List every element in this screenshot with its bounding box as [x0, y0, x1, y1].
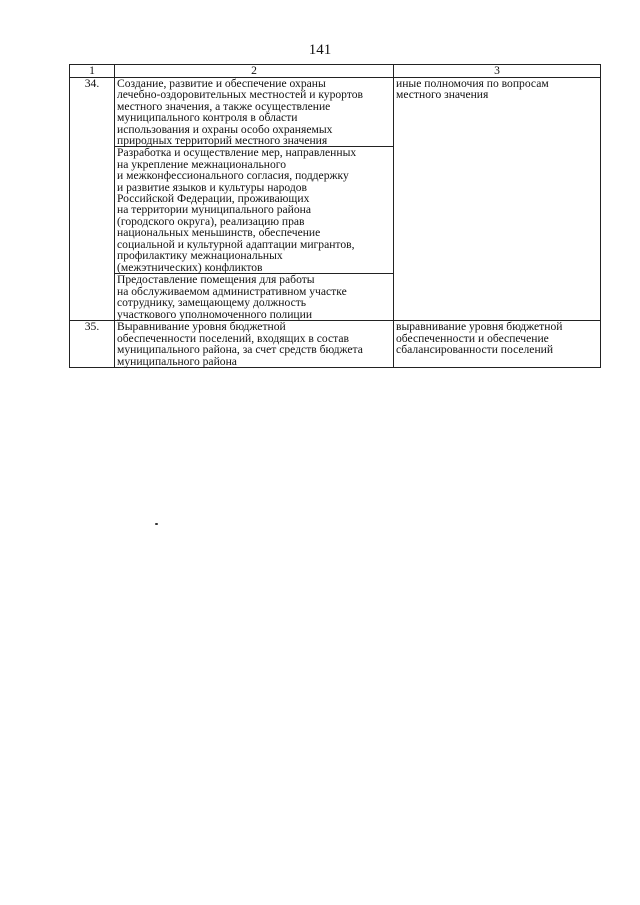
column-header-3: 3 — [394, 65, 601, 78]
item-34-interethnic-harmony — [115, 147, 394, 274]
cell-text: иные полномочия по вопросам местного значения — [396, 77, 549, 102]
cell-text: Разработка и осуществление мер, направленных на укрепление межнационального и межконфессионального согласия, поддержку и развитие языков и культуры народов Российской Федерации, проживающих на территории муниципального района (городского округа), реализацию прав национальных меньшинств, обеспечение социальной и культурной адаптации мигрантов, профилактику межнациональных (межэтнических) конфликтов — [117, 146, 357, 274]
page-number: 141 — [308, 42, 332, 58]
column-header-1: 1 — [70, 65, 115, 78]
cell-text: Выравнивание уровня бюджетной обеспеченности поселений, входящих в состав муниципального района, за счет средств бюджета муниципального района — [117, 320, 363, 368]
row-number-34: 34. — [70, 78, 115, 321]
column-header-2: 2 — [115, 65, 394, 78]
item-34-powers — [394, 78, 601, 321]
table-header-row — [70, 65, 601, 78]
powers-table — [69, 64, 601, 368]
item-34-resorts-protection — [115, 78, 394, 147]
table-row-34-a — [70, 78, 601, 147]
cell-text: Создание, развитие и обеспечение охраны лечебно-оздоровительных местностей и курортов местного значения, а также осуществление муниципального контроля в области использования и охраны особо охраняемых природных территорий местного значения — [117, 77, 364, 148]
item-35-powers — [394, 321, 601, 368]
row-number-35: 35. — [70, 321, 115, 368]
cell-text: выравнивание уровня бюджетной обеспеченности и обеспечение сбалансированности поселений — [396, 320, 563, 357]
table-row-35 — [70, 321, 601, 368]
cell-text: Предоставление помещения для работы на обслуживаемом административном участке сотруднику, замещающему должность участкового уполномоченного полиции — [117, 273, 347, 321]
item-35-budget-equalization — [115, 321, 394, 368]
item-34-police-premises — [115, 274, 394, 321]
scan-speck — [155, 523, 158, 525]
